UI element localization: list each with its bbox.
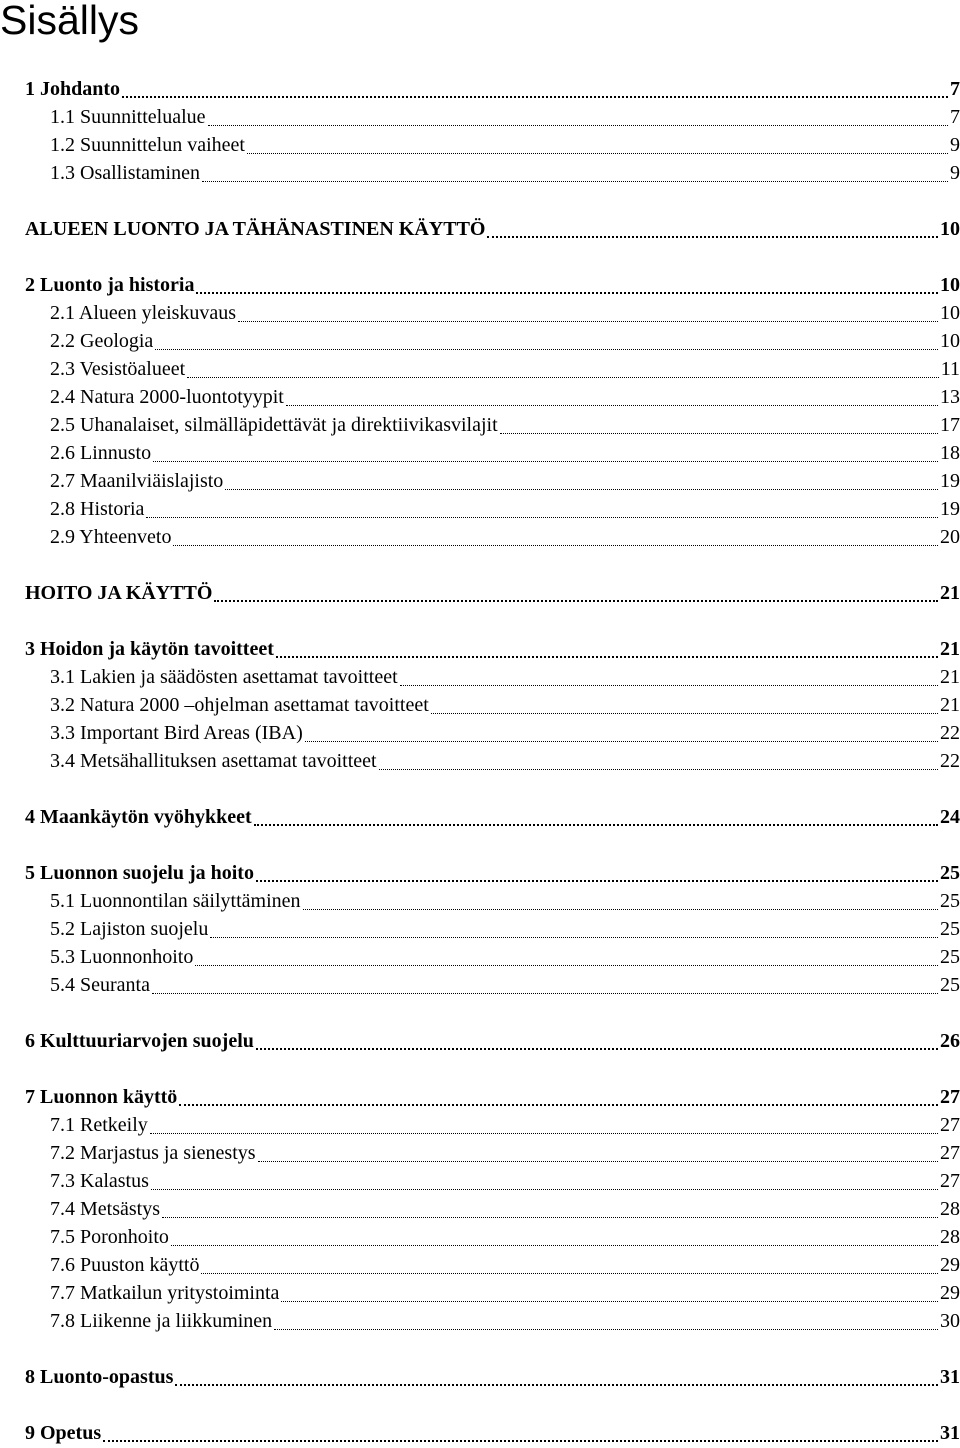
toc-entry-label: 4 Maankäytön vyöhykkeet xyxy=(25,806,252,828)
toc-leader-dots xyxy=(225,488,938,490)
toc-entry-page: 31 xyxy=(940,1422,960,1444)
toc-entry-page: 25 xyxy=(940,974,960,996)
toc-entry[interactable] xyxy=(50,495,960,523)
toc-entry-page: 19 xyxy=(940,498,960,520)
toc-entry-page: 10 xyxy=(940,330,960,352)
toc-entry-page: 31 xyxy=(940,1366,960,1388)
toc-entry-label: HOITO JA KÄYTTÖ xyxy=(25,582,213,604)
toc-entry-label: 2.9 Yhteenveto xyxy=(50,526,172,548)
toc-entry-page: 21 xyxy=(940,694,960,716)
toc-entry-page: 9 xyxy=(950,134,960,156)
toc-entry[interactable] xyxy=(50,383,960,411)
toc-leader-dots xyxy=(155,348,938,350)
toc-entry[interactable] xyxy=(25,859,960,887)
toc-leader-dots xyxy=(256,879,938,882)
toc-leader-dots xyxy=(500,432,938,434)
toc-leader-dots xyxy=(201,1272,938,1274)
toc-entry[interactable] xyxy=(50,719,960,747)
toc-entry-label: 2.4 Natura 2000-luontotyypit xyxy=(50,386,284,408)
toc-entry-label: 3.3 Important Bird Areas (IBA) xyxy=(50,722,303,744)
toc-entry-label: 2 Luonto ja historia xyxy=(25,274,195,296)
toc-entry-page: 10 xyxy=(940,274,960,296)
toc-entry-page: 9 xyxy=(950,162,960,184)
toc-entry-page: 27 xyxy=(940,1142,960,1164)
toc-entry[interactable] xyxy=(50,1111,960,1139)
toc-entry[interactable] xyxy=(50,1307,960,1335)
toc-entry[interactable] xyxy=(50,131,960,159)
toc-entry-label: 2.5 Uhanalaiset, silmälläpidettävät ja direktiivikasvilajit xyxy=(50,414,498,436)
toc-entry[interactable] xyxy=(25,579,960,607)
toc-leader-dots xyxy=(187,376,939,378)
toc-leader-dots xyxy=(103,1439,938,1442)
toc-entry[interactable] xyxy=(25,1419,960,1447)
toc-entry-label: 3 Hoidon ja käytön tavoitteet xyxy=(25,638,274,660)
toc-entry-label: 2.8 Historia xyxy=(50,498,145,520)
toc-leader-dots xyxy=(379,768,938,770)
toc-entry-label: 5.2 Lajiston suojelu xyxy=(50,918,209,940)
toc-entry-page: 10 xyxy=(940,302,960,324)
toc-leader-dots xyxy=(281,1300,938,1302)
toc-leader-dots xyxy=(150,1132,938,1134)
toc-leader-dots xyxy=(238,320,938,322)
toc-entry-page: 10 xyxy=(940,218,960,240)
toc-entry-page: 25 xyxy=(940,918,960,940)
toc-entry-page: 29 xyxy=(940,1282,960,1304)
toc-entry-page: 24 xyxy=(940,806,960,828)
toc-entry[interactable] xyxy=(25,1027,960,1055)
toc-leader-dots xyxy=(153,460,938,462)
toc-entry-page: 21 xyxy=(940,638,960,660)
toc-entry-label: 1.3 Osallistaminen xyxy=(50,162,200,184)
toc-entry-label: 7.8 Liikenne ja liikkuminen xyxy=(50,1310,273,1332)
toc-leader-dots xyxy=(254,823,938,826)
toc-entry-label: 3.4 Metsähallituksen asettamat tavoitteet xyxy=(50,750,377,772)
toc-entry-label: 1 Johdanto xyxy=(25,78,121,100)
toc-leader-dots xyxy=(196,291,938,294)
toc-leader-dots xyxy=(247,152,948,154)
toc-entry-label: 3.2 Natura 2000 –ohjelman asettamat tavoitteet xyxy=(50,694,429,716)
toc-entry[interactable] xyxy=(25,215,960,243)
toc-entry-label: 5.3 Luonnonhoito xyxy=(50,946,194,968)
toc-entry-page: 21 xyxy=(940,582,960,604)
toc-entry[interactable] xyxy=(50,943,960,971)
toc-leader-dots xyxy=(173,544,938,546)
toc-entry-label: 2.3 Vesistöalueet xyxy=(50,358,186,380)
toc-entry[interactable] xyxy=(50,1139,960,1167)
toc-leader-dots xyxy=(305,740,938,742)
toc-entry[interactable] xyxy=(50,411,960,439)
toc-leader-dots xyxy=(208,124,948,126)
toc-leader-dots xyxy=(256,1047,938,1050)
toc-entry-label: 7.4 Metsästys xyxy=(50,1198,160,1220)
toc-leader-dots xyxy=(431,712,938,714)
toc-entry-label: 2.7 Maanilviäislajisto xyxy=(50,470,224,492)
toc-entry[interactable] xyxy=(50,1195,960,1223)
toc-leader-dots xyxy=(122,95,948,98)
toc-leader-dots xyxy=(152,992,938,994)
toc-entry[interactable] xyxy=(25,635,960,663)
toc-leader-dots xyxy=(151,1188,938,1190)
toc-entry[interactable] xyxy=(50,747,960,775)
toc-entry[interactable] xyxy=(25,75,960,103)
toc-entry-page: 25 xyxy=(940,890,960,912)
toc-entry-page: 19 xyxy=(940,470,960,492)
toc-leader-dots xyxy=(195,964,938,966)
toc-entry-label: 5 Luonnon suojelu ja hoito xyxy=(25,862,254,884)
toc-entry-label: 7.1 Retkeily xyxy=(50,1114,148,1136)
toc-entry[interactable] xyxy=(25,1083,960,1111)
toc-leader-dots xyxy=(286,404,938,406)
toc-entry[interactable] xyxy=(50,691,960,719)
toc-leader-dots xyxy=(276,655,938,658)
toc-entry-page: 18 xyxy=(940,442,960,464)
toc-leader-dots xyxy=(303,908,938,910)
toc-entry-page: 27 xyxy=(940,1170,960,1192)
toc-leader-dots xyxy=(214,599,938,602)
toc-entry-page: 20 xyxy=(940,526,960,548)
toc-leader-dots xyxy=(146,516,938,518)
toc-entry[interactable] xyxy=(50,663,960,691)
toc-entry-label: 1.1 Suunnittelualue xyxy=(50,106,206,128)
toc-entry-page: 21 xyxy=(940,666,960,688)
toc-entry[interactable] xyxy=(50,299,960,327)
toc-entry-label: 7.6 Puuston käyttö xyxy=(50,1254,200,1276)
toc-entry-page: 11 xyxy=(940,358,960,380)
toc-entry-label: 5.4 Seuranta xyxy=(50,974,150,996)
toc-entry-label: 2.6 Linnusto xyxy=(50,442,152,464)
toc-entry-page: 13 xyxy=(940,386,960,408)
toc-leader-dots xyxy=(258,1160,938,1162)
toc-leader-dots xyxy=(274,1328,938,1330)
toc-leader-dots xyxy=(400,684,938,686)
toc-entry-page: 28 xyxy=(940,1226,960,1248)
toc-entry-page: 27 xyxy=(940,1114,960,1136)
page-title: Sisällys xyxy=(0,0,139,43)
toc-entry-label: 7.3 Kalastus xyxy=(50,1170,149,1192)
toc-entry[interactable] xyxy=(50,523,960,551)
toc-entry-page: 17 xyxy=(940,414,960,436)
toc-entry[interactable] xyxy=(50,103,960,131)
toc-entry-page: 26 xyxy=(940,1030,960,1052)
toc-entry[interactable] xyxy=(50,159,960,187)
toc-entry[interactable] xyxy=(50,1251,960,1279)
toc-entry[interactable] xyxy=(50,355,960,383)
toc-entry-label: 3.1 Lakien ja säädösten asettamat tavoitteet xyxy=(50,666,398,688)
toc-leader-dots xyxy=(210,936,938,938)
toc-entry-label: 7.2 Marjastus ja sienestys xyxy=(50,1142,256,1164)
toc-entry-label: 9 Opetus xyxy=(25,1422,102,1444)
toc-entry-label: 7 Luonnon käyttö xyxy=(25,1086,178,1108)
toc-entry-page: 30 xyxy=(940,1310,960,1332)
toc-entry-page: 7 xyxy=(950,78,960,100)
toc-entry-page: 22 xyxy=(940,750,960,772)
toc-entry[interactable] xyxy=(50,439,960,467)
toc-entry[interactable] xyxy=(50,327,960,355)
toc-leader-dots xyxy=(202,180,948,182)
toc-entry-label: 5.1 Luonnontilan säilyttäminen xyxy=(50,890,301,912)
toc-leader-dots xyxy=(162,1216,938,1218)
toc-entry-label: 2.1 Alueen yleiskuvaus xyxy=(50,302,237,324)
toc-entry-page: 27 xyxy=(940,1086,960,1108)
toc-entry[interactable] xyxy=(50,915,960,943)
toc-entry[interactable] xyxy=(50,467,960,495)
toc-entry-label: 7.5 Poronhoito xyxy=(50,1226,169,1248)
toc-entry[interactable] xyxy=(50,1223,960,1251)
toc-entry[interactable] xyxy=(25,803,960,831)
toc-entry-label: ALUEEN LUONTO JA TÄHÄNASTINEN KÄYTTÖ xyxy=(25,218,486,240)
toc-leader-dots xyxy=(487,235,938,238)
toc-entry[interactable] xyxy=(25,271,960,299)
toc-entry-page: 28 xyxy=(940,1198,960,1220)
toc-entry[interactable] xyxy=(50,1167,960,1195)
toc-entry-label: 8 Luonto-opastus xyxy=(25,1366,174,1388)
toc-entry-label: 2.2 Geologia xyxy=(50,330,154,352)
toc-entry-page: 7 xyxy=(950,106,960,128)
toc-entry[interactable] xyxy=(50,887,960,915)
toc-entry-label: 6 Kulttuuriarvojen suojelu xyxy=(25,1030,254,1052)
toc-entry-label: 7.7 Matkailun yritystoiminta xyxy=(50,1282,280,1304)
toc-leader-dots xyxy=(179,1103,938,1106)
toc-entry[interactable] xyxy=(25,1363,960,1391)
toc-entry-page: 25 xyxy=(940,946,960,968)
toc-entry-page: 22 xyxy=(940,722,960,744)
toc-entry[interactable] xyxy=(50,1279,960,1307)
toc-entry-label: 1.2 Suunnittelun vaiheet xyxy=(50,134,245,156)
toc-leader-dots xyxy=(175,1383,938,1386)
toc-entry-page: 25 xyxy=(940,862,960,884)
toc-leader-dots xyxy=(171,1244,938,1246)
toc-entry[interactable] xyxy=(50,971,960,999)
toc-entry-page: 29 xyxy=(940,1254,960,1276)
